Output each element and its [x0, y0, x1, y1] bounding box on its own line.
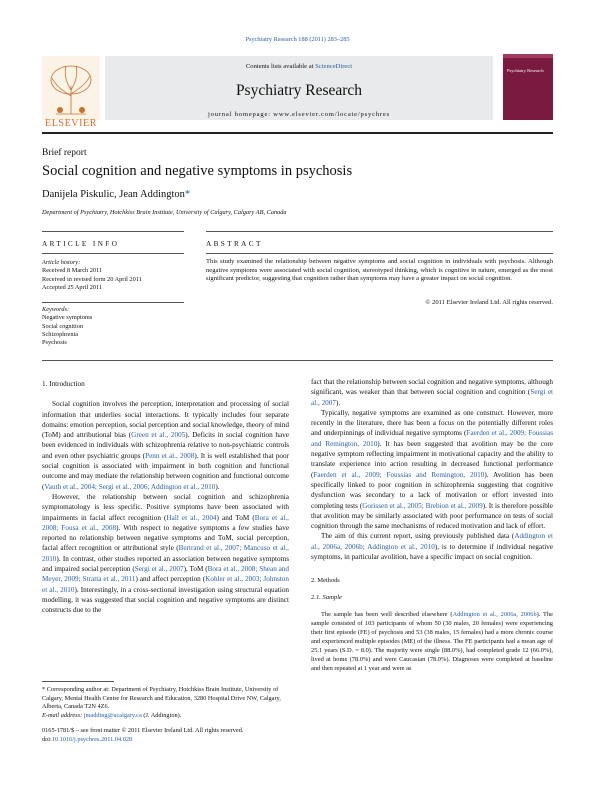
article-info-heading: ARTICLE INFO: [42, 240, 120, 248]
issn-line: 0165-1781/$ – see front matter © 2011 Elsevier Ireland Ltd. All rights reserved.: [42, 727, 244, 734]
paragraph: However, the relationship between social cognition and schizophrenia symptomatology is less specific. Positive symptoms have been associated with impairments in facial affect recognition (Hall et al., 2004) and ToM (Bora et al., 2008; Fousa et al., 2008). With respect to negative symptoms a few studies have reported no relationship between negative symptoms and ToM, social perception, facial affect recognition or attributional style (Bertrand et al., 2007; Mancuso et al., 2010). In contrast, other studies reported an association between negative symptoms and impaired social perception (Sergi et al., 2007), ToM (Bora et al., 2008; Shean and Meyer, 2009; Stratta et al., 2011) and affect perception (Kohler et al., 2003; Johnston et al., 2010). Interestingly, in a cross-sectional investigation using structural equation modelling, it was suggested that social cognition and negative symptoms are distinct constructs due to the: [42, 492, 290, 615]
citation-link[interactable]: Hall et al., 2004: [166, 513, 217, 522]
page-footer: [42, 727, 289, 744]
footnote-divider: [42, 681, 114, 682]
paragraph: fact that the relationship between social cognition and negative symptoms, although significant, was weaker than that between social cognition and cognition (Sergi et al., 2007).: [311, 378, 554, 407]
paragraph: The sample has been well described elsewhere (Addington et al., 2006a, 2006b). The sample consisted of 103 participants of whom 50 (30 males, 20 females) were experiencing their first episode (FE) of psychosis and 53 (38 males, 15 females) had a more chronic course and experienced multiple episodes (ME) of the illness. The FE participants had a mean age of 25.1 years (S.D. = 8.0). The majority were single (88.0%), had completed grade 12 (66.0%), lived at home (78.0%) and were Caucasian (78.0%). Diagnoses were completed at baseline and then repeated at 1 year and were as: [311, 610, 553, 673]
citation-link[interactable]: Bora et al., 2008; Fousa et al., 2008: [42, 513, 289, 532]
elsevier-wordmark: ELSEVIER: [44, 118, 98, 129]
author-list: Danijela Piskulic, Jean Addington*: [42, 189, 191, 200]
abstract-copyright: © 2011 Elsevier Ireland Ltd. All rights reserved.: [425, 299, 553, 306]
divider: [206, 253, 553, 254]
paragraph: Social cognition involves the perception, interpretation and processing of social information that underlies social interactions. It typically includes four separate domains: emotion perception, social perception and social knowledge, theory of mind (ToM) and attributional bias (Green et al., 2005). Deficits in social cognition have been evidenced in individuals with schizophrenia relative to non-psychiatric controls and even other psychiatric groups (Penn et al., 2008). It is well established that poor social cognition is associated with impairment in both cognition and functional outcome and may mediate the relationship between cognition and functional outcome (Vauth et al., 2004; Sergi et al., 2006; Addington et al., 2010).: [42, 400, 290, 491]
citation-link[interactable]: Bertrand et al., 2007; Mancuso et al., 2010: [42, 544, 289, 563]
citation-link[interactable]: Sergi et al., 2007: [134, 565, 184, 574]
history-label: Article history:: [42, 259, 81, 266]
citation-link[interactable]: Kohler et al., 2003; Johnston et al., 2010: [42, 575, 289, 594]
history-received: Received 8 March 2011: [42, 267, 103, 275]
citation-link[interactable]: Green et al., 2005: [131, 431, 186, 440]
citation-link[interactable]: Faerden et al., 2009; Foussias and Remington, 2010: [313, 470, 485, 479]
keyword-item: Psychosis: [42, 339, 67, 347]
contents-line: Contents lists available at ScienceDirect: [245, 63, 353, 70]
divider: [42, 231, 184, 232]
journal-homepage: journal homepage: www.elsevier.com/locate/psychres: [207, 111, 391, 118]
section-heading-methods: 2. Methods: [311, 577, 340, 585]
citation-link[interactable]: Gorissen et al., 2005; Brebion et al., 2009: [362, 501, 483, 510]
corresponding-author-footnote: * Corresponding author at: Department of Psychiatry, Hotchkiss Brain Institute, University of Calgary, Mental Health Centre for Research and Education, 3280 Hospital Drive NW, Calgary, Alberta, Canada T2N 4Z6. E-mail address: jmadding@ucalgary.ca (J. Addington).: [42, 686, 281, 719]
email-label: E-mail address:: [42, 711, 83, 719]
citation-link[interactable]: Bora et al., 2008; Shean and Meyer, 2009; Stratta et al., 2011: [42, 565, 289, 584]
citation-link[interactable]: Addington et al., 2006a, 2006b; Addington et al., 2010: [311, 532, 553, 551]
abstract-text: This study examined the relationship between negative symptoms and social cognition in individuals with psychosis. Although negative symptoms were associated with social cognition, stereotyped thinking, which is cognitive in nature, emerged as the most significant predictor, suggesting that cognition rather than symptoms may have a greater impact on social cognition.: [206, 258, 553, 283]
keyword-item: Social cognition: [42, 322, 84, 330]
corresponding-author-mark[interactable]: *: [184, 189, 191, 200]
doi-line: doi:10.1016/j.psychres.2011.04.028: [42, 735, 133, 743]
abstract-heading: ABSTRACT: [206, 240, 263, 248]
doi-link[interactable]: 10.1016/j.psychres.2011.04.028: [51, 735, 133, 743]
divider: [206, 231, 553, 232]
citation-link[interactable]: Penn et al., 2008: [145, 451, 195, 460]
citation-link[interactable]: Addington et al., 2006a, 2006b: [452, 610, 537, 618]
history-accepted: Accepted 25 April 2011: [42, 283, 103, 291]
citation-link[interactable]: Faerden et al., 2009; Foussias and Remington, 2010: [311, 429, 553, 448]
body-column-left: [42, 379, 289, 616]
citation-link[interactable]: Sergi et al., 2007: [311, 388, 554, 407]
article-type: Brief report: [42, 148, 87, 158]
sciencedirect-link[interactable]: ScienceDirect: [315, 63, 353, 70]
journal-cover-thumbnail: [503, 54, 553, 120]
article-title: Social cognition and negative symptoms in psychosis: [42, 163, 353, 179]
divider: [42, 360, 553, 361]
keyword-item: Schizophrenia: [42, 330, 79, 338]
paragraph: Typically, negative symptoms are examined as one construct. However, more recently in the literature, there has been a focus on the potentially different roles and underpinnings of individual negative symptoms (Faerden et al., 2009; Foussias and Remington, 2010). It has been suggested that avolition may be the core negative symptom reflecting impairment in motivational capacity and the ability to translate experience into action resulting in decreased functional performance (Faerden et al., 2009; Foussias and Remington, 2010). Avolition has been specifically linked to poor cognition in schizophrenia suggesting that cognitive dysfunction was secondary to a lack of motivation or effort invested into completing tests (Gorissen et al., 2005; Brebion et al., 2009). It is therefore possible that avolition may be similarly associated with poor performance on tests of social cognition through the same mechanisms of reduced motivation and lack of effort.: [311, 408, 553, 531]
elsevier-logo: [42, 56, 100, 120]
keyword-item: Negative symptoms: [42, 314, 93, 322]
subsection-heading-sample: 2.1. Sample: [311, 594, 342, 602]
divider: [42, 302, 184, 303]
keywords-block: [42, 306, 184, 347]
body-column-right: [311, 377, 553, 673]
author-affiliation: Department of Psychiatry, Hotchkiss Brain Institute, University of Calgary, Calgary AB, Canada: [42, 209, 287, 216]
journal-title: Psychiatry Research: [235, 82, 363, 99]
divider: [42, 253, 184, 254]
paragraph: The aim of this current report, using previously published data (Addington et al., 2006a, 2006b; Addington et al., 2010), is to determine if individual negative symptoms, in particular avolition, have a specific impact on social cognition.: [311, 532, 553, 562]
article-history: [42, 259, 184, 292]
footnote-mark: *: [42, 686, 46, 693]
homepage-link[interactable]: www.elsevier.com/locate/psychres: [273, 111, 391, 118]
history-revised: Received in revised form 20 April 2011: [42, 275, 142, 283]
citation-link[interactable]: Vauth et al., 2004; Sergi et al., 2006; Addington et al., 2010: [44, 482, 216, 491]
section-heading-introduction: 1. Introduction: [42, 380, 85, 388]
email-link[interactable]: jmadding@ucalgary.ca: [83, 711, 142, 719]
keywords-label: Keywords:: [42, 306, 70, 313]
journal-citation[interactable]: Psychiatry Research 188 (2011) 283–285: [245, 36, 350, 43]
cover-title: Psychiatry Research: [507, 68, 544, 73]
header-divider: [42, 132, 553, 134]
